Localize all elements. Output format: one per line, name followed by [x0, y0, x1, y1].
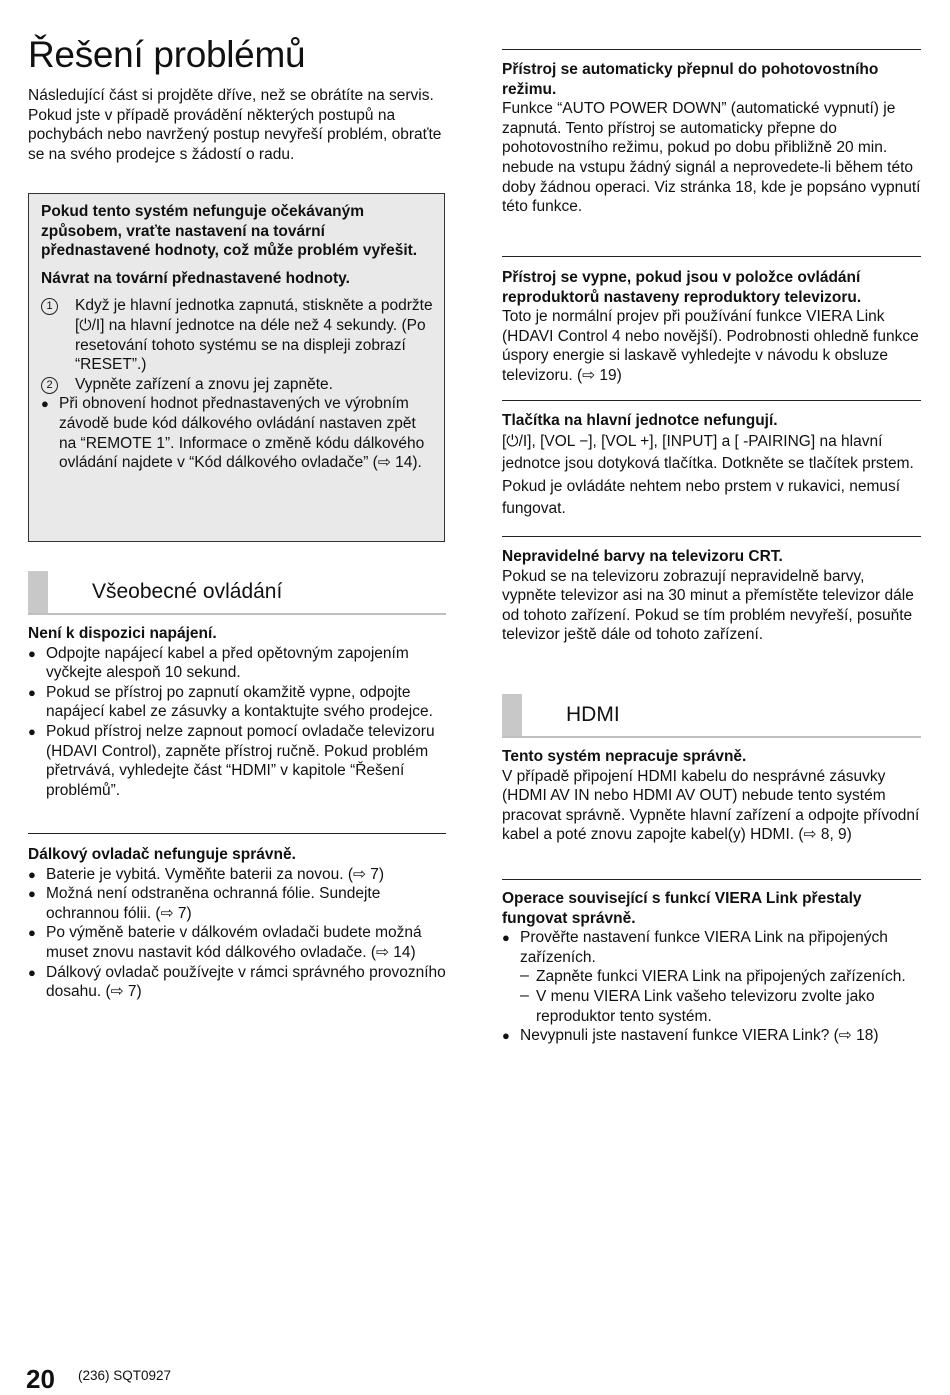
page-title: Řešení problémů	[28, 34, 306, 75]
reset-step	[41, 375, 434, 395]
crt-body: Pokud se na televizoru zobrazují nepravidelně barvy, vypněte televizor asi na 30 minut a přemístěte televizor dále od tohoto zařízení. Pokud se tím problém nevyřeší, posuňte televizor ještě dále od tohoto zařízení.	[502, 567, 914, 644]
crt-heading: Nepravidelné barvy na televizoru CRT.	[502, 548, 783, 565]
divider	[502, 49, 921, 50]
section-title: HDMI	[566, 703, 620, 726]
note-text: Při obnovení hodnot přednastavených ve výrobním závodě bude kód dálkového ovládání nastaven zpět na “REMOTE 1”. Informace o změně kódu dálkového ovládání najdete v “Kód dálkového ovladače” (⇨ 14).	[59, 395, 425, 472]
dash-icon: –	[520, 986, 529, 1004]
hdmi-wrong-block	[502, 747, 922, 845]
list-item	[28, 923, 448, 962]
factory-reset-box	[28, 193, 445, 542]
speakers-body: Toto je normální projev při používání funkce VIERA Link (HDAVI Control 4 nebo novější). Podrobnosti ohledně funkce úspory energie si laskavě vyhledejte v návodu k obsluze televizoru. (⇨ 19)	[502, 308, 919, 384]
buttons-heading: Tlačítka na hlavní jednotce nefungují.	[502, 412, 778, 429]
sub-list-item-text: Zapněte funkci VIERA Link na připojených zařízeních.	[536, 968, 906, 986]
bullet-icon: ●	[28, 886, 36, 902]
standby-heading: Přístroj se automaticky přepnul do pohotovostního režimu.	[502, 61, 879, 98]
reset-subtitle: Návrat na tovární přednastavené hodnoty.	[41, 269, 350, 287]
intro-text: Následující část si projděte dříve, než se obrátíte na servis. Pokud jste v případě provádění některých postupů na pochybách nebo navržený postup nevyřeší problém, obraťte se na svého prodejce s žádostí o radu.	[28, 87, 442, 163]
list-item-text: Po výměně baterie v dálkovém ovladači budete možná muset znovu nastavit kód dálkového ovladače. (⇨ 14)	[46, 924, 422, 961]
section-rule	[502, 736, 921, 738]
speakers-heading: Přístroj se vypne, pokud jsou v položce ovládání reproduktorů nastaveny reproduktory televizoru.	[502, 269, 862, 306]
section-title: Všeobecné ovládání	[92, 580, 283, 603]
sub-list-item-text: V menu VIERA Link vašeho televizoru zvolte jako reproduktor tento systém.	[536, 987, 875, 1025]
crt-block	[502, 547, 922, 645]
bullet-icon: ●	[502, 930, 510, 946]
list-item-text: Baterie je vybitá. Vyměňte baterii za novou. (⇨ 7)	[46, 865, 385, 883]
section-bar	[502, 694, 522, 736]
reset-warning: Pokud tento systém nefunguje očekávaným způsobem, vraťte nastavení na tovární přednastavené hodnoty, což může problém vyřešit.	[41, 203, 418, 260]
reset-step	[41, 296, 434, 374]
power-heading: Není k dispozici napájení.	[28, 625, 217, 642]
list-item	[28, 722, 448, 800]
list-item-text: Nevypnuli jste nastavení funkce VIERA Link? (⇨ 18)	[520, 1027, 879, 1045]
standby-body: Funkce “AUTO POWER DOWN” (automatické vypnutí) je zapnutá. Tento přístroj se automaticky přepne do pohotovostního režimu, pokud po dobu přibližně 20 min. nebude na vstupu žádný signál a neprovedete-li během této doby žádnou operaci. Viz stránka 18, kde je popsáno vypnutí této funkce.	[502, 100, 921, 216]
buttons-block	[502, 411, 922, 521]
step-text: Když je hlavní jednotka zapnutá, stiskněte a podržte [⏻/I] na hlavní jednotce na déle než 4 sekundy. (Po resetování tohoto systému se na displeji zobrazí “RESET”.)	[75, 297, 433, 374]
hdmi-wrong-heading: Tento systém nepracuje správně.	[502, 748, 747, 765]
divider	[502, 400, 921, 401]
reset-note	[41, 394, 434, 472]
buttons-body: [⏻/I], [VOL −], [VOL +], [INPUT] a [ -PAIRING] na hlavní jednotce jsou dotyková tlačítka. Dotkněte se tlačítek prstem. Pokud je ovládáte nehtem nebo prstem v rukavici, nemusí fungovat.	[502, 432, 914, 518]
remote-block	[28, 845, 448, 1002]
divider	[502, 256, 921, 257]
viera-heading: Operace související s funkcí VIERA Link přestaly fungovat správně.	[502, 890, 862, 927]
bullet-icon: ●	[28, 645, 36, 661]
list-item	[502, 928, 922, 967]
hdmi-wrong-body: V případě připojení HDMI kabelu do nesprávné zásuvky (HDMI AV IN nebo HDMI AV OUT) nebude tento systém pracovat správně. Vypněte hlavní zařízení a odpojte přívodní kabel a poté znovu zapojte kabel(y) HDMI. (⇨ 8, 9)	[502, 767, 920, 844]
bullet-icon: ●	[28, 723, 36, 739]
list-item	[28, 683, 448, 722]
section-rule	[28, 613, 446, 615]
list-item	[28, 644, 448, 683]
speakers-block	[502, 268, 922, 386]
list-item	[28, 865, 448, 885]
section-hdmi-header	[502, 694, 921, 736]
list-item-text: Dálkový ovladač používejte v rámci správného provozního dosahu. (⇨ 7)	[46, 963, 446, 1001]
document-code: (236) SQT0927	[78, 1368, 172, 1383]
divider	[502, 536, 921, 537]
section-general-header	[28, 571, 446, 613]
remote-heading: Dálkový ovladač nefunguje správně.	[28, 846, 296, 863]
list-item-text: Možná není odstraněna ochranná fólie. Sundejte ochrannou fólii. (⇨ 7)	[46, 885, 381, 922]
bullet-icon: ●	[28, 684, 36, 700]
bullet-icon: ●	[502, 1028, 510, 1044]
section-bar	[28, 571, 48, 613]
bullet-icon: ●	[28, 964, 36, 980]
list-item	[502, 1026, 922, 1046]
list-item-text: Odpojte napájecí kabel a před opětovným zapojením vyčkejte alespoň 10 sekund.	[46, 644, 409, 682]
list-item	[28, 963, 448, 1002]
divider	[28, 833, 446, 834]
bullet-icon: ●	[28, 866, 36, 882]
sub-list-item	[502, 987, 922, 1026]
list-item	[28, 884, 448, 923]
bullet-icon: ●	[28, 925, 36, 941]
power-block	[28, 624, 448, 800]
dash-icon: –	[520, 967, 529, 985]
bullet-icon: ●	[41, 396, 49, 412]
viera-block	[502, 889, 922, 1046]
list-item-text: Pokud přístroj nelze zapnout pomocí ovladače televizoru (HDAVI Control), zapněte přístroj ručně. Pokud problém přetrvává, vyhledejte část “HDMI” v kapitole “Řešení problémů”.	[46, 722, 435, 799]
step-text: Vypněte zařízení a znovu jej zapněte.	[75, 375, 333, 393]
standby-block	[502, 60, 922, 217]
step-number: 2	[41, 377, 58, 394]
divider	[502, 879, 921, 880]
page-number: 20	[26, 1364, 55, 1394]
list-item-text: Prověřte nastavení funkce VIERA Link na připojených zařízeních.	[520, 929, 888, 966]
sub-list-item	[502, 967, 922, 987]
list-item-text: Pokud se přístroj po zapnutí okamžitě vypne, odpojte napájecí kabel ze zásuvky a kontaktujte svého prodejce.	[46, 683, 433, 721]
step-number: 1	[41, 298, 58, 315]
